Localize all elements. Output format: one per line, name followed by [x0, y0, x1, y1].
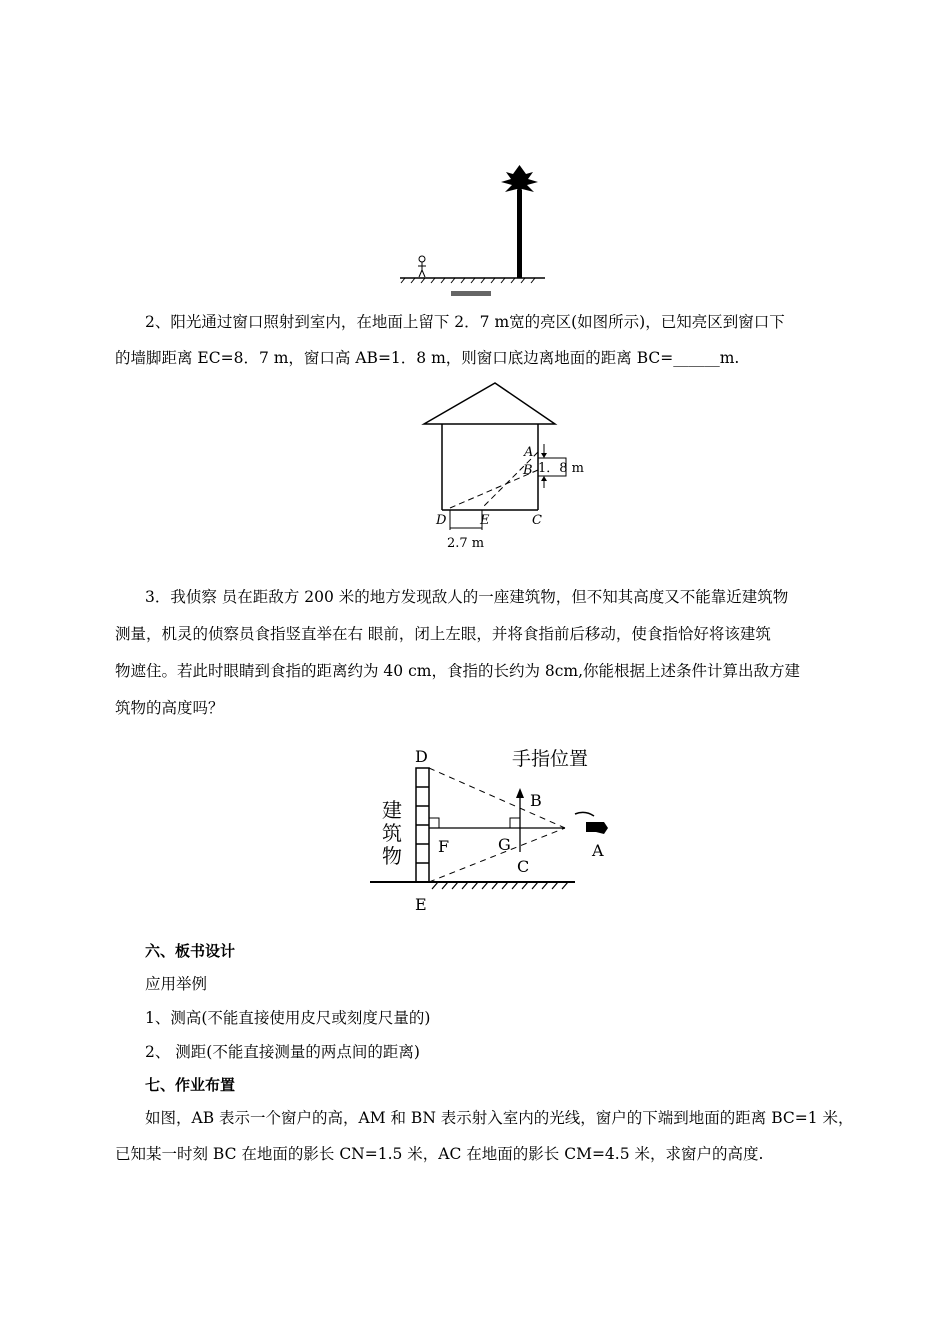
label-g-3: G: [498, 835, 511, 854]
eyebrow-mark: [575, 812, 594, 816]
label-b-3: B: [530, 791, 542, 810]
section7-heading: 七、作业布置: [145, 1076, 236, 1094]
label-c: C: [532, 513, 542, 528]
label-f-3: F: [438, 837, 450, 856]
section6-item2: 2、 测距(不能直接测量的两点间的距离): [145, 1043, 420, 1061]
problem3-line2: 测量，机灵的侦察员食指竖直举在右 眼前，闭上左眼，并将食指前后移动，使食指恰好将该建筑: [115, 625, 771, 643]
right-angle-f: [429, 818, 439, 828]
finger-arrowhead: [516, 788, 524, 798]
house-roof: [424, 383, 555, 424]
right-angle-g: [510, 818, 520, 828]
dim-ab-label: 1．8 m: [538, 461, 585, 476]
problem2-line2: 的墙脚距离 EC=8．7 m，窗口高 AB=1．8 m，则窗口底边离地面的距离 BC=______m.: [115, 349, 740, 367]
building-char-2: 筑: [382, 821, 402, 845]
dim-de-label: 2.7 m: [447, 536, 485, 551]
building-column: [416, 768, 429, 882]
tree-icon: [501, 165, 538, 278]
label-c-3: C: [517, 857, 530, 876]
section6-item1: 1、测高(不能直接使用皮尺或刻度尺量的): [145, 1009, 431, 1027]
section6-sub: 应用举例: [145, 975, 208, 993]
section6-heading: 六、板书设计: [145, 942, 236, 960]
problem3-line1: 3．我侦察 员在距敌方 200 米的地方发现敌人的一座建筑物，但不知其高度又不能靠近建筑物: [145, 588, 789, 606]
label-e: E: [480, 513, 490, 528]
label-d: D: [436, 513, 447, 528]
label-d-3: D: [415, 747, 428, 766]
caption-remnant: [451, 291, 491, 296]
label-a: A: [524, 445, 534, 460]
eye-icon: [586, 822, 608, 834]
ground-hatch-3: [432, 882, 568, 889]
sight-line-top: [429, 768, 565, 828]
section7-line1: 如图，AB 表示一个窗户的高，AM 和 BN 表示射入室内的光线，窗户的下端到地面的距离 BC=1 米，: [145, 1109, 854, 1127]
person-icon: [418, 256, 426, 277]
sight-line-bottom: [429, 828, 565, 882]
label-e-3: E: [415, 895, 427, 914]
building-char-1: 建: [382, 798, 402, 822]
label-b: B: [523, 463, 533, 478]
section7-line2: 已知某一时刻 BC 在地面的影长 CN=1.5 米，AC 在地面的影长 CM=4.5 米，求窗户的高度.: [115, 1145, 764, 1163]
house-figure: [420, 380, 600, 560]
building-char-3: 物: [382, 844, 402, 868]
finger-sighting-figure: [370, 742, 604, 918]
title-finger-position: 手指位置: [512, 748, 589, 770]
problem2-line1: 2、阳光通过窗口照射到室内，在地面上留下 2．7 m宽的亮区(如图所示)，已知亮区到窗口下: [145, 313, 785, 331]
ab-arrowhead-top: [541, 453, 547, 458]
light-ray-upper: [482, 452, 538, 508]
problem3-line3: 物遮住。若此时眼睛到食指的距离约为 40 cm，食指的长约为 8cm,你能根据上述条件计算出敌方建: [115, 662, 801, 680]
tree-figure: [395, 160, 555, 300]
problem3-line4: 筑物的高度吗？: [115, 699, 224, 717]
label-a-3: A: [592, 841, 604, 860]
ab-arrowhead-bottom: [541, 476, 547, 481]
